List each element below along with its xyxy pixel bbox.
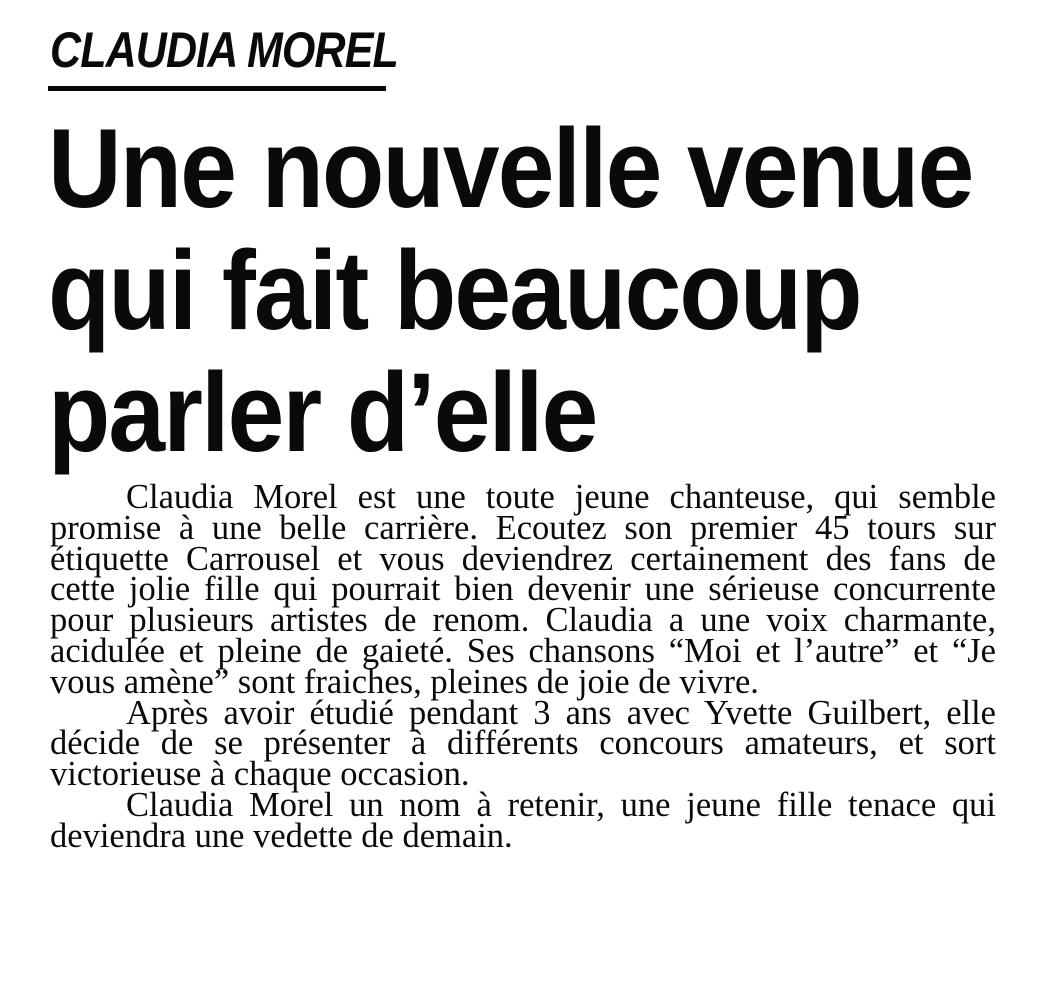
paragraph: Claudia Morel est une toute jeune chanteuse, qui semble promise à une belle carrière. Ecoutez son premier 45 tours sur étiquette Carrousel et vous deviendrez certainement des fans de cette jolie fille qui pourrait bien devenir une sérieuse concurrente pour plusieurs artistes de renom. Claudia a une voix charmante, acidulée et pleine de gaieté. Ses chansons “Moi et l’autre” et “Je vous amène” sont fraiches, pleines de joie de vivre. xyxy=(50,478,996,701)
paragraph: Claudia Morel un nom à retenir, une jeune fille tenace qui deviendra une vedette de demain. xyxy=(50,785,996,855)
kicker-underline xyxy=(48,86,386,91)
headline-line: parler d’elle xyxy=(48,350,597,475)
headline-line: qui fait beaucoup xyxy=(48,228,861,353)
headline-line: Une nouvelle venue xyxy=(48,106,973,231)
headline xyxy=(48,108,972,474)
kicker-name: CLAUDIA MOREL xyxy=(50,22,398,78)
article-body xyxy=(50,478,996,855)
paragraph: Après avoir étudié pendant 3 ans avec Yvette Guilbert, elle décide de se présenter à différents concours amateurs, et sort victorieuse à chaque occasion. xyxy=(50,693,996,794)
